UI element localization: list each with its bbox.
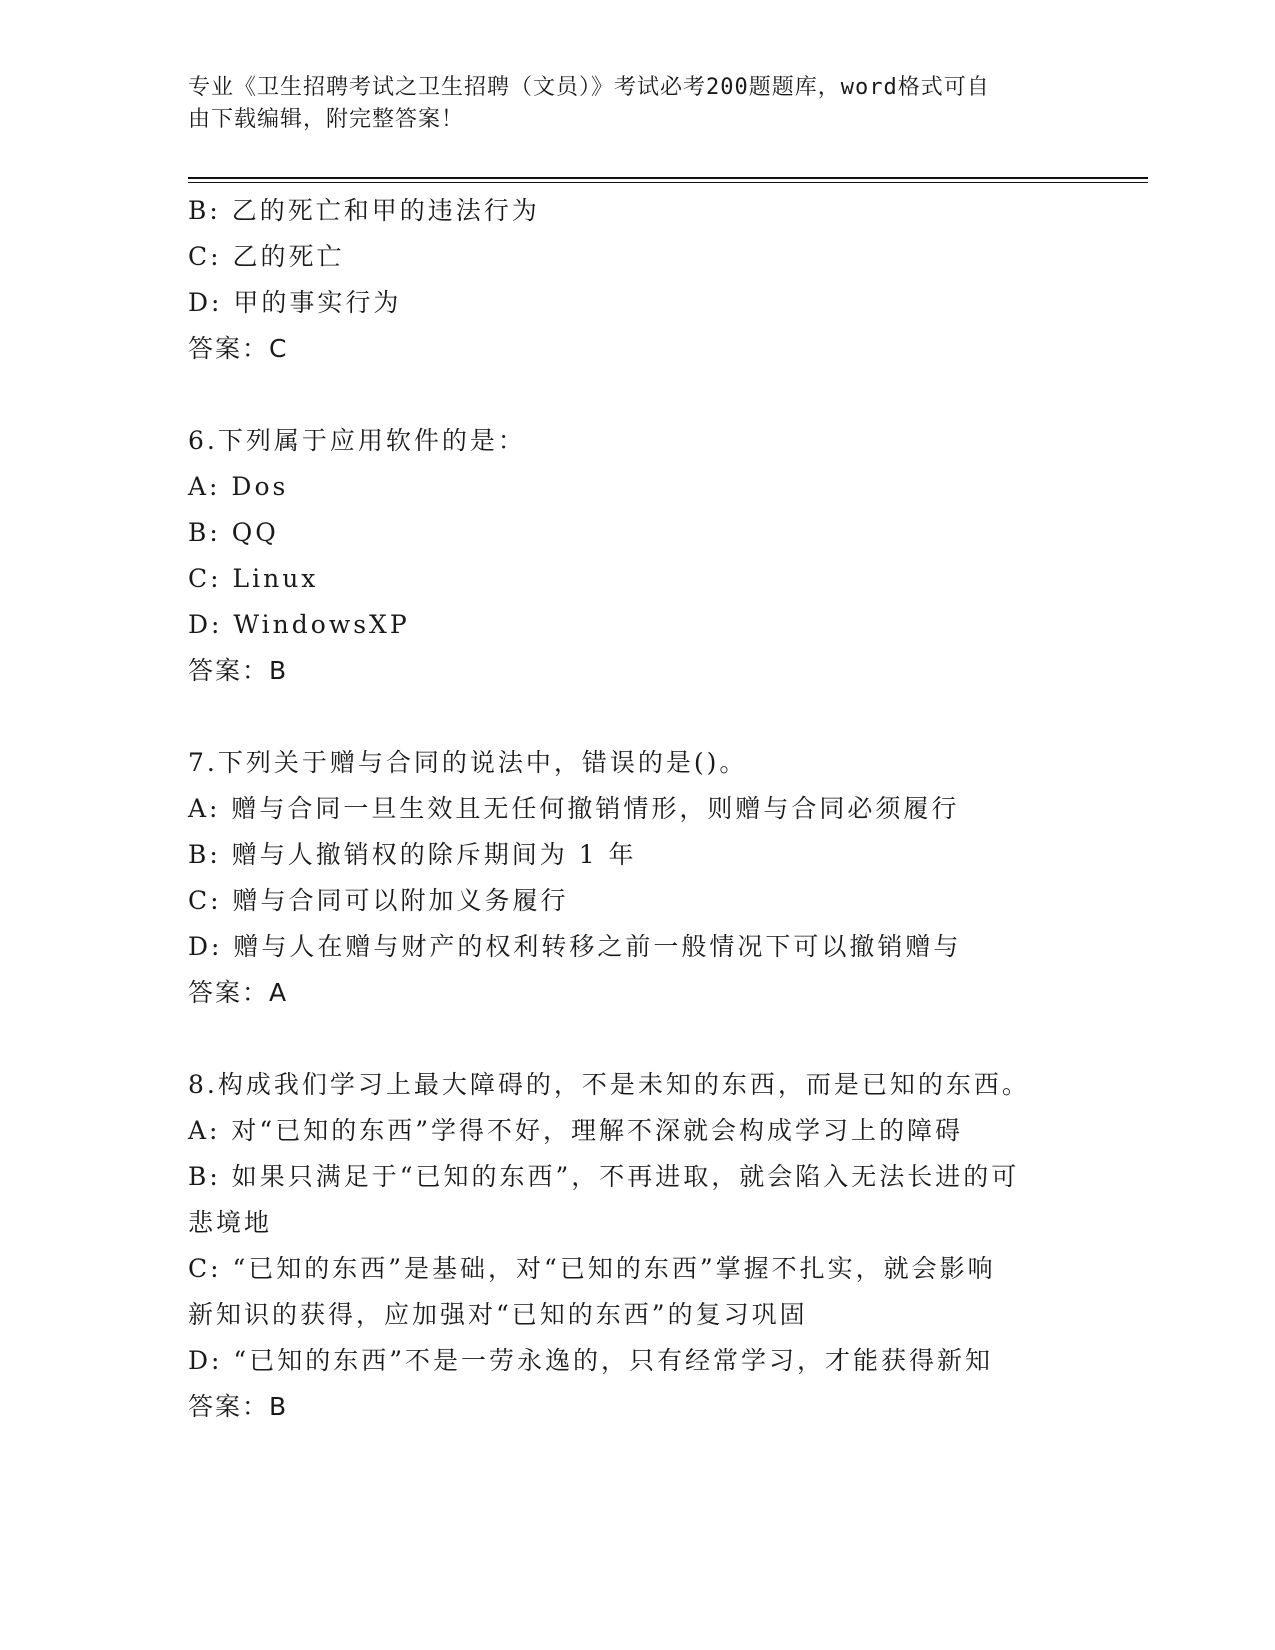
- header-rule-thick: [188, 177, 1148, 179]
- option-d: D: 甲的事实行为: [188, 288, 402, 317]
- option-a: A: 赠与合同一旦生效且无任何撤销情形，则赠与合同必须履行: [188, 794, 960, 823]
- answer: 答案：B: [188, 1392, 289, 1421]
- option-a: A: Dos: [188, 472, 289, 501]
- option-d: D: WindowsXP: [188, 610, 410, 639]
- option-b: B: 乙的死亡和甲的违法行为: [188, 196, 540, 225]
- option-b-line-2: 悲境地: [188, 1208, 273, 1237]
- option-b: B: QQ: [188, 518, 279, 547]
- answer: 答案：C: [188, 334, 289, 363]
- question-text: 7.下列关于赠与合同的说法中，错误的是()。: [188, 748, 748, 777]
- answer: 答案：B: [188, 656, 289, 685]
- option-a: A: 对“已知的东西”学得不好，理解不深就会构成学习上的障碍: [188, 1116, 963, 1145]
- question-text: 8.构成我们学习上最大障碍的，不是未知的东西，而是已知的东西。: [188, 1070, 1030, 1099]
- option-c: C: 赠与合同可以附加义务履行: [188, 886, 569, 915]
- document-header: [188, 72, 1068, 136]
- option-b-line-1: B: 如果只满足于“已知的东西”，不再进取，就会陷入无法长进的可: [188, 1162, 1020, 1191]
- option-d: D: 赠与人在赠与财产的权利转移之前一般情况下可以撤销赠与: [188, 932, 962, 961]
- question-6: [188, 418, 1088, 694]
- spacer: [188, 694, 1088, 740]
- option-d: D: “已知的东西”不是一劳永逸的，只有经常学习，才能获得新知: [188, 1346, 993, 1375]
- question-text: 6.下列属于应用软件的是：: [188, 426, 526, 455]
- header-line-1: 专业《卫生招聘考试之卫生招聘（文员）》考试必考200题题库，word格式可自: [188, 75, 990, 100]
- option-c: C: Linux: [188, 564, 319, 593]
- question-8: [188, 1062, 1088, 1430]
- answer: 答案：A: [188, 978, 289, 1007]
- option-c-line-2: 新知识的获得，应加强对“已知的东西”的复习巩固: [188, 1300, 808, 1329]
- option-c-line-1: C: “已知的东西”是基础，对“已知的东西”掌握不扎实，就会影响: [188, 1254, 996, 1283]
- question-content: [188, 188, 1088, 1430]
- header-line-2: 由下载编辑，附完整答案！: [188, 107, 465, 132]
- question-7: [188, 740, 1088, 1016]
- header-rule-thin: [188, 182, 1148, 183]
- option-c: C: 乙的死亡: [188, 242, 345, 271]
- spacer: [188, 1016, 1088, 1062]
- spacer: [188, 372, 1088, 418]
- question-5-tail: [188, 188, 1088, 372]
- option-b: B: 赠与人撤销权的除斥期间为 1 年: [188, 840, 637, 869]
